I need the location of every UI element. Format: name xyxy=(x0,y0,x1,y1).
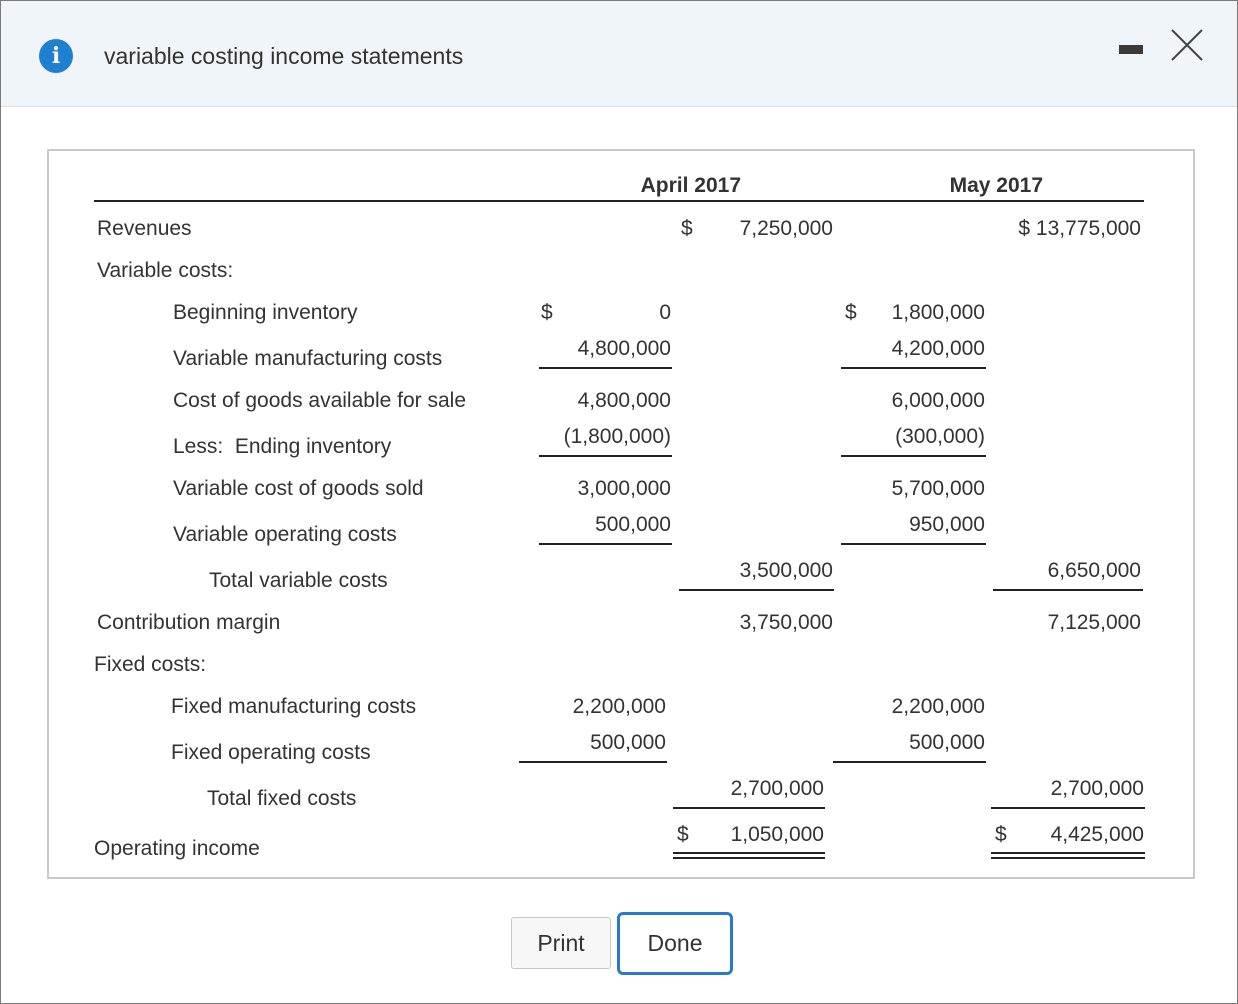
row-label-variable-manufacturing-costs: Variable manufacturing costs xyxy=(173,347,443,370)
contribution-margin-may-value: 7,125,000 xyxy=(1047,611,1141,634)
ending-inventory-may-value: (300,000) xyxy=(895,425,985,448)
section-label-variable-costs: Variable costs: xyxy=(97,259,234,282)
subtotal-rule xyxy=(519,761,667,763)
dialog-title: variable costing income statements xyxy=(104,43,464,69)
subtotal-rule xyxy=(841,543,986,545)
subtotal-rule xyxy=(539,367,672,369)
row-label-total-variable-costs: Total variable costs xyxy=(209,569,388,592)
beginning-inventory-may-value: 1,800,000 xyxy=(891,301,985,324)
beginning-inventory-may-dollar: $ xyxy=(845,301,857,324)
total-fixed-costs-may-value: 2,700,000 xyxy=(1050,777,1144,800)
row-label-ending-inventory: Less: Ending inventory xyxy=(173,435,392,458)
print-button[interactable]: Print xyxy=(511,917,611,969)
revenues-april-value: 7,250,000 xyxy=(739,217,833,240)
variable-cogs-may-value: 5,700,000 xyxy=(891,477,985,500)
done-button[interactable]: Done xyxy=(617,912,733,975)
row-label-cost-of-goods-available: Cost of goods available for sale xyxy=(173,389,467,412)
row-label-beginning-inventory: Beginning inventory xyxy=(173,301,358,324)
close-icon[interactable] xyxy=(1169,27,1205,63)
subtotal-rule xyxy=(991,807,1145,809)
subtotal-rule xyxy=(841,367,986,369)
section-label-fixed-costs: Fixed costs: xyxy=(94,653,207,676)
subtotal-rule xyxy=(993,589,1143,591)
cost-of-goods-available-may-value: 6,000,000 xyxy=(891,389,985,412)
variable-manufacturing-costs-april-value: 4,800,000 xyxy=(577,337,671,360)
fixed-operating-costs-april-value: 500,000 xyxy=(590,731,666,754)
subtotal-rule xyxy=(679,589,834,591)
row-label-total-fixed-costs: Total fixed costs xyxy=(207,787,357,810)
info-icon: i xyxy=(39,39,73,73)
double-total-rule xyxy=(991,852,1145,859)
total-variable-costs-april-value: 3,500,000 xyxy=(739,559,833,582)
operating-income-april-dollar: $ xyxy=(677,823,689,846)
row-label-fixed-operating-costs: Fixed operating costs xyxy=(171,741,371,764)
row-label-revenues: Revenues xyxy=(97,217,192,240)
operating-income-may-dollar: $ xyxy=(995,823,1007,846)
ending-inventory-april-value: (1,800,000) xyxy=(563,425,671,448)
column-header-may: May 2017 xyxy=(949,174,1043,197)
dialog-titlebar xyxy=(1,1,1237,107)
total-fixed-costs-april-value: 2,700,000 xyxy=(730,777,824,800)
variable-cogs-april-value: 3,000,000 xyxy=(577,477,671,500)
subtotal-rule xyxy=(833,761,986,763)
fixed-operating-costs-may-value: 500,000 xyxy=(909,731,985,754)
header-rule xyxy=(94,200,1144,202)
row-label-contribution-margin: Contribution margin xyxy=(97,611,281,634)
operating-income-april-value: 1,050,000 xyxy=(730,823,824,846)
subtotal-rule xyxy=(539,543,672,545)
variable-operating-costs-april-value: 500,000 xyxy=(595,513,671,536)
revenues-april-dollar: $ xyxy=(681,217,693,240)
row-label-variable-operating-costs: Variable operating costs xyxy=(173,523,397,546)
row-label-variable-cogs: Variable cost of goods sold xyxy=(173,477,424,500)
subtotal-rule xyxy=(539,455,672,457)
revenues-may-value: $ 13,775,000 xyxy=(1018,217,1141,240)
column-header-april: April 2017 xyxy=(640,174,741,197)
beginning-inventory-april-dollar: $ xyxy=(541,301,553,324)
minimize-icon[interactable] xyxy=(1119,45,1143,54)
fixed-manufacturing-costs-may-value: 2,200,000 xyxy=(891,695,985,718)
row-label-fixed-manufacturing-costs: Fixed manufacturing costs xyxy=(171,695,417,718)
variable-operating-costs-may-value: 950,000 xyxy=(909,513,985,536)
fixed-manufacturing-costs-april-value: 2,200,000 xyxy=(572,695,666,718)
row-label-operating-income: Operating income xyxy=(94,837,260,860)
operating-income-may-value: 4,425,000 xyxy=(1050,823,1144,846)
cost-of-goods-available-april-value: 4,800,000 xyxy=(577,389,671,412)
total-variable-costs-may-value: 6,650,000 xyxy=(1047,559,1141,582)
subtotal-rule xyxy=(673,807,825,809)
beginning-inventory-april-value: 0 xyxy=(659,301,671,324)
subtotal-rule xyxy=(841,455,986,457)
contribution-margin-april-value: 3,750,000 xyxy=(739,611,833,634)
double-total-rule xyxy=(673,852,825,859)
variable-manufacturing-costs-may-value: 4,200,000 xyxy=(891,337,985,360)
